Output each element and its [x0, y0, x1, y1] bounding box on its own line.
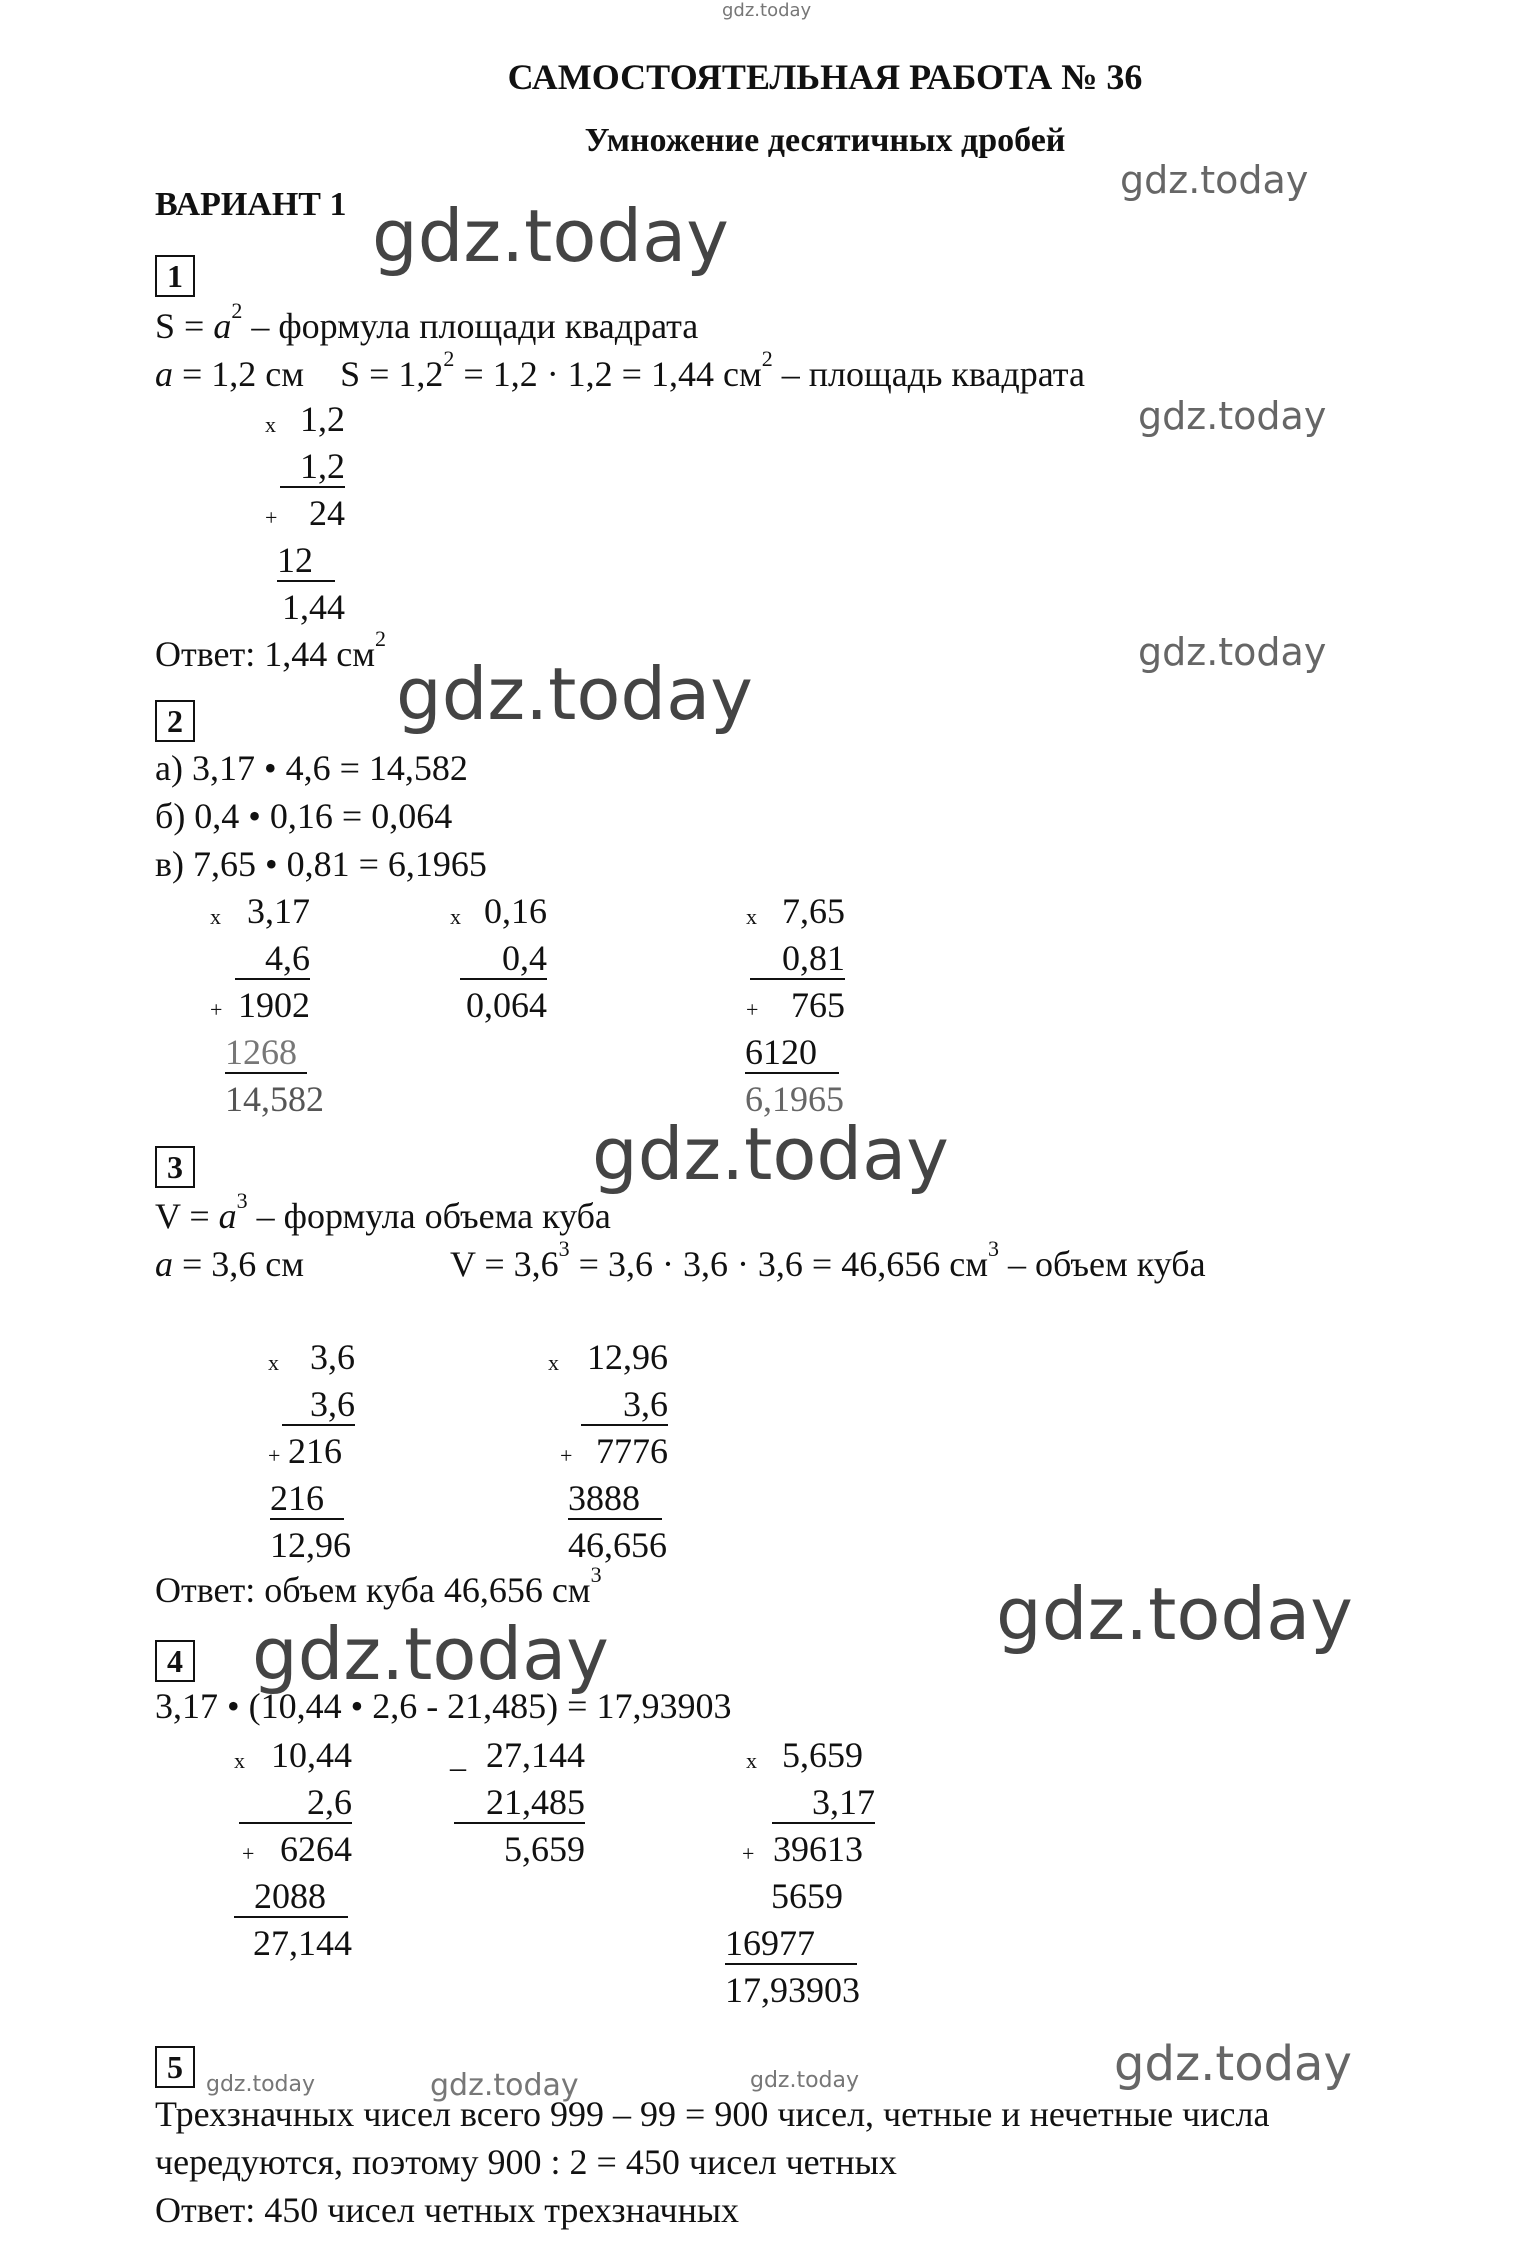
watermark: gdz.today: [750, 2068, 860, 2093]
calc-row: 216: [288, 1431, 342, 1471]
calc-row: 3,6: [310, 1337, 355, 1377]
text: S =: [155, 306, 214, 346]
calc-row: 6120: [745, 1032, 839, 1074]
text: = 1,2 · 1,2 = 1,44 см: [454, 354, 762, 394]
times-sign: x: [746, 1748, 757, 1773]
calc-row: 0,16: [484, 891, 547, 931]
calc-row: 1,44: [282, 587, 345, 627]
task-number: 1: [155, 255, 195, 297]
task2-line-c: в) 7,65 • 0,81 = 6,1965: [155, 844, 487, 884]
text: – площадь квадрата: [772, 354, 1085, 394]
task2-calc-3: [745, 888, 845, 1123]
task1-formula: [155, 298, 699, 348]
calc-row: 12,96: [270, 1525, 351, 1565]
exponent: 3: [558, 1236, 570, 1261]
plus-sign: +: [268, 1443, 281, 1468]
page-title: САМОСТОЯТЕЛЬНАЯ РАБОТА № 36: [507, 57, 1143, 97]
calc-row: 5659: [771, 1876, 843, 1916]
task3-formula: [155, 1188, 611, 1238]
calc-row: 1902: [238, 985, 310, 1025]
watermark: gdz.today: [206, 2072, 316, 2097]
plus-sign: +: [210, 997, 223, 1022]
exponent: 2: [761, 346, 773, 371]
watermark: gdz.today: [1114, 2036, 1352, 2092]
calc-row: 21,485: [454, 1782, 585, 1824]
task-number: 2: [155, 700, 195, 742]
calc-row: 765: [791, 985, 845, 1025]
text: – формула площади квадрата: [242, 306, 699, 346]
task4-calc-2: [450, 1732, 585, 1873]
calc-row: 2,6: [239, 1782, 352, 1824]
calc-row: 27,144: [486, 1735, 585, 1775]
plus-sign: +: [742, 1841, 755, 1866]
calc-row: 10,44: [271, 1735, 352, 1775]
watermark: gdz.today: [396, 652, 753, 736]
watermark: gdz.today: [430, 2068, 579, 2103]
variable: a: [155, 1244, 173, 1284]
task5-line-1: Трехзначных чисел всего 999 – 99 = 900 чисел, четные и нечетные числа: [155, 2094, 1270, 2134]
plus-sign: +: [746, 997, 759, 1022]
calc-row: 2088: [234, 1876, 348, 1918]
text: = 3,6 см: [173, 1244, 305, 1284]
text: Ответ: 1,44 см: [155, 634, 375, 674]
plus-sign: +: [560, 1443, 573, 1468]
calc-row: 0,81: [750, 938, 845, 980]
task2-line-a: а) 3,17 • 4,6 = 14,582: [155, 748, 468, 788]
calc-row: 3,17: [772, 1782, 875, 1824]
calc-row: 6264: [280, 1829, 352, 1869]
task2-line-b: б) 0,4 • 0,16 = 0,064: [155, 796, 453, 836]
exponent: 3: [236, 1188, 248, 1213]
task4-calc-1: [234, 1732, 352, 1967]
task1-calc: [270, 396, 345, 631]
calc-row: 3888: [568, 1478, 662, 1520]
calc-row: 1,2: [280, 446, 345, 488]
task5-answer: Ответ: 450 чисел четных трехзначных: [155, 2190, 740, 2230]
times-sign: x: [450, 904, 461, 929]
variant-label: ВАРИАНТ 1: [155, 186, 347, 223]
task-number: 3: [155, 1146, 195, 1188]
calc-row: 27,144: [253, 1923, 352, 1963]
text: – формула объема куба: [247, 1196, 611, 1236]
task3-calc-2: [568, 1334, 668, 1569]
times-sign: x: [746, 904, 757, 929]
task3-solution-b: [450, 1236, 1206, 1286]
calc-row: 0,4: [460, 938, 547, 980]
exponent: 2: [375, 626, 386, 651]
task-number: 4: [155, 1640, 195, 1682]
calc-row: 4,6: [235, 938, 310, 980]
watermark: gdz.today: [996, 1572, 1353, 1656]
task4-expression: 3,17 • (10,44 • 2,6 - 21,485) = 17,93903: [155, 1686, 732, 1726]
task2-calc-1: [225, 888, 324, 1123]
times-sign: x: [210, 904, 221, 929]
text: Ответ: объем куба 46,656 см: [155, 1570, 591, 1610]
watermark: gdz.today: [1120, 158, 1309, 202]
watermark: gdz.today: [1138, 630, 1327, 674]
calc-row: 1268: [225, 1032, 307, 1074]
calc-row: 1,2: [300, 399, 345, 439]
calc-row: 12,96: [587, 1337, 668, 1377]
task-number: 5: [155, 2046, 195, 2088]
minus-sign: _: [450, 1738, 466, 1774]
task1-answer: [155, 626, 386, 676]
variable: a: [155, 354, 173, 394]
text: V = 3,6: [450, 1244, 559, 1284]
task5-line-2: чередуются, поэтому 900 : 2 = 450 чисел четных: [155, 2142, 897, 2182]
calc-row: 5,659: [504, 1829, 585, 1869]
task1-solution: [155, 346, 1085, 396]
calc-row: 7776: [596, 1431, 668, 1471]
task4-calc-3: [725, 1732, 875, 2014]
calc-row: 5,659: [782, 1735, 863, 1775]
calc-row: 46,656: [568, 1525, 667, 1565]
calc-row: 0,064: [466, 985, 547, 1025]
calc-row: 12: [277, 540, 335, 582]
calc-row: 7,65: [782, 891, 845, 931]
task3-solution-a: [155, 1242, 304, 1286]
watermark-top: gdz.today: [722, 0, 812, 21]
calc-row: 216: [270, 1478, 344, 1520]
calc-row: 6,1965: [745, 1079, 844, 1119]
calc-row: 16977: [725, 1923, 857, 1965]
calc-row: 39613: [773, 1829, 863, 1869]
calc-row: 17,93903: [725, 1970, 860, 2010]
calc-row: 24: [309, 493, 345, 533]
watermark: gdz.today: [252, 1612, 609, 1696]
watermark: gdz.today: [1138, 394, 1327, 438]
text: = 1,2 см S = 1,2: [173, 354, 444, 394]
task3-calc-1: [270, 1334, 355, 1569]
text: – объем куба: [999, 1244, 1206, 1284]
calc-row: 3,6: [282, 1384, 355, 1426]
plus-sign: +: [265, 505, 278, 530]
task3-answer: [155, 1562, 602, 1612]
task2-calc-2: [455, 888, 547, 1029]
times-sign: x: [234, 1748, 245, 1773]
variable: a: [213, 306, 232, 346]
watermark: gdz.today: [372, 194, 729, 278]
variable: a: [218, 1196, 237, 1236]
exponent: 2: [231, 298, 243, 323]
text: = 3,6 · 3,6 · 3,6 = 46,656 см: [569, 1244, 988, 1284]
times-sign: x: [265, 412, 276, 437]
calc-row: 3,17: [247, 891, 310, 931]
exponent: 3: [590, 1562, 602, 1587]
exponent: 3: [988, 1236, 999, 1261]
plus-sign: +: [242, 1841, 255, 1866]
exponent: 2: [443, 346, 455, 371]
page-subtitle: Умножение десятичных дробей: [584, 122, 1066, 159]
calc-row: 14,582: [225, 1079, 324, 1119]
watermark: gdz.today: [592, 1112, 949, 1196]
calc-row: 3,6: [581, 1384, 668, 1426]
text: V =: [155, 1196, 219, 1236]
times-sign: x: [548, 1350, 559, 1375]
times-sign: x: [268, 1350, 279, 1375]
